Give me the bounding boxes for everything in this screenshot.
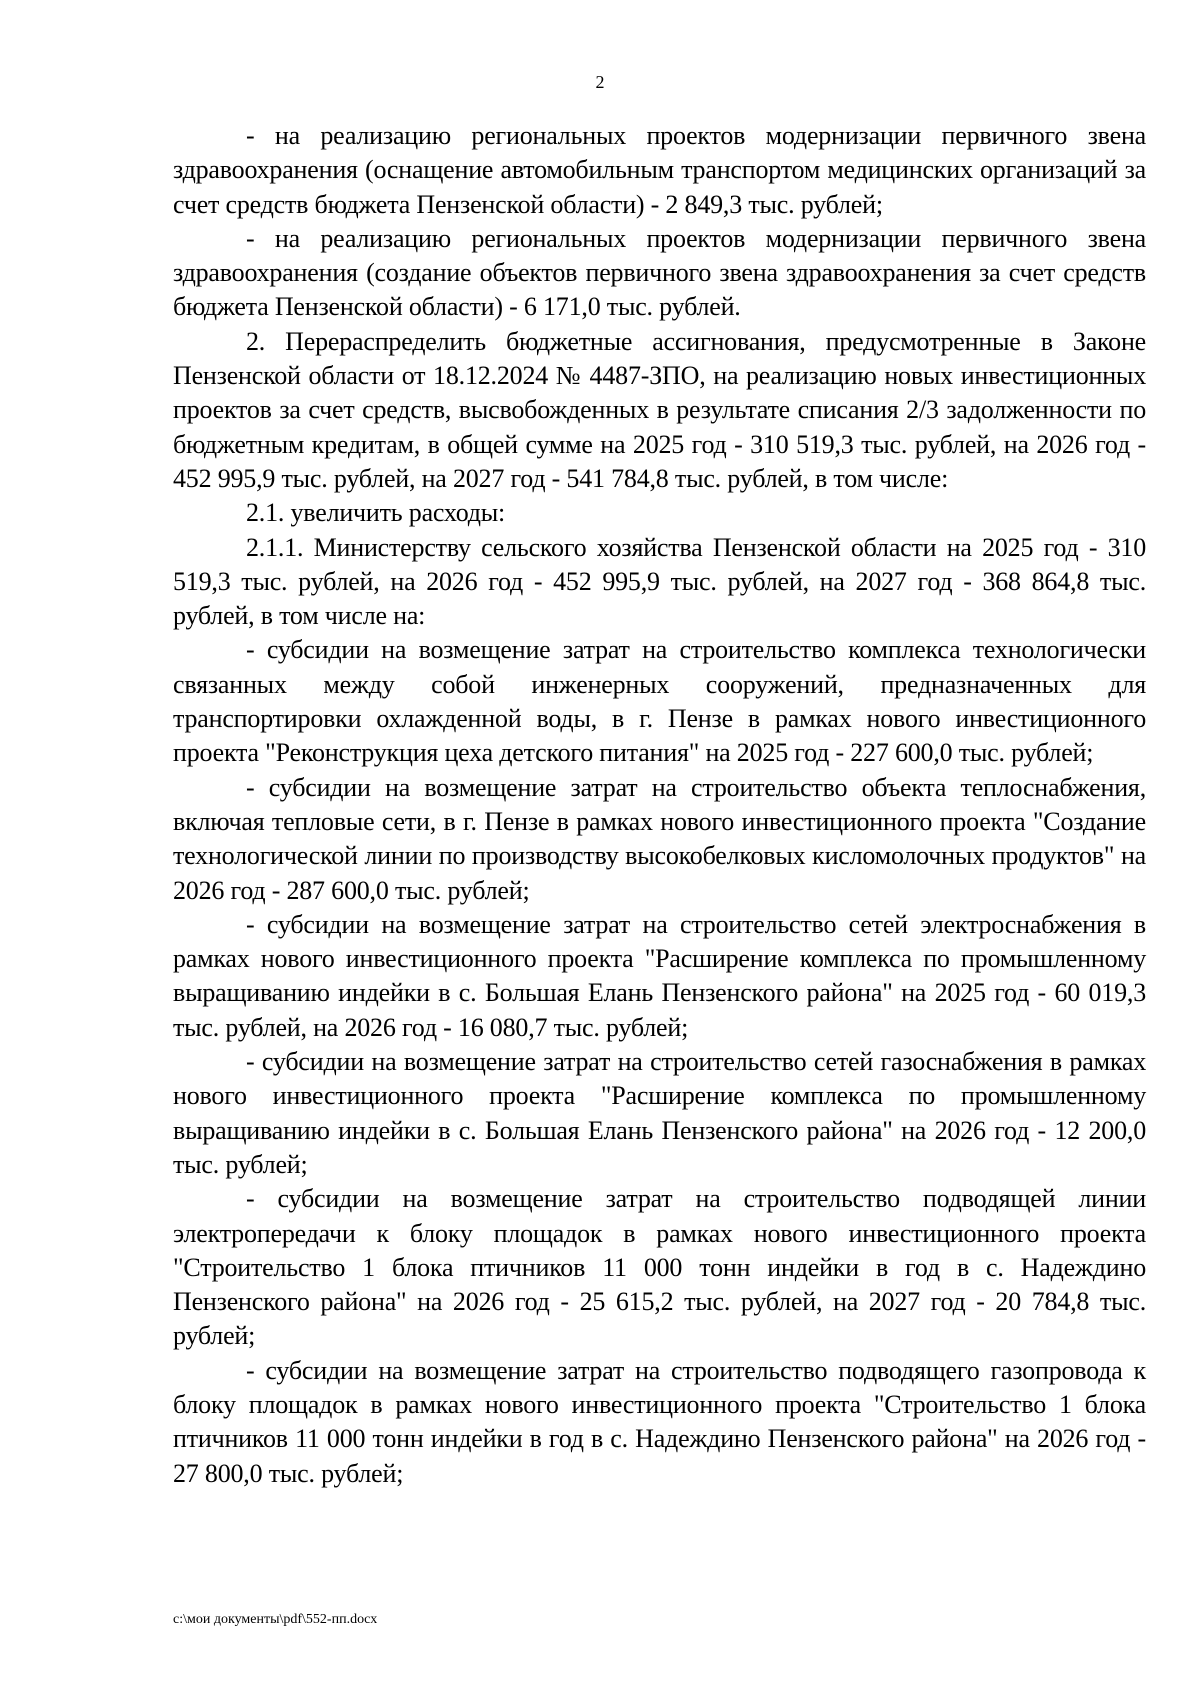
footer-file-path: c:\мои документы\pdf\552-пп.docx <box>173 1612 378 1627</box>
page-number: 2 <box>595 72 605 92</box>
paragraph-1: - на реализацию региональных проектов модернизации первичного звена здравоохранения (оснащение автомобильным транспортом медицинских организаций за счет средств бюджета Пензенской области) - 2 849,3 тыс. рублей; <box>173 121 1146 219</box>
paragraph-6: - субсидии на возмещение затрат на строительство комплекса технологически связанных между собой инженерных сооружений, предназначенных для транспортировки охлажденной воды, в г. Пензе в рамках нового инвестиционного проекта "Реконструкция цеха детского питания" на 2025 год - 227 600,0 тыс. рублей; <box>173 635 1146 768</box>
document-body <box>173 119 1146 1491</box>
paragraph-4: 2.1. увеличить расходы: <box>246 498 506 528</box>
paragraph-9: - субсидии на возмещение затрат на строительство сетей газоснабжения в рамках нового инвестиционного проекта "Расширение комплекса по промышленному выращиванию индейки в с. Большая Елань Пензенского района" на 2026 год - 12 200,0 тыс. рублей; <box>173 1047 1146 1179</box>
paragraph-8: - субсидии на возмещение затрат на строительство сетей электроснабжения в рамках нового инвестиционного проекта "Расширение комплекса по промышленному выращиванию индейки в с. Большая Елань Пензенского района" на 2025 год - 60 019,3 тыс. рублей, на 2026 год - 16 080,7 тыс. рублей; <box>173 909 1146 1042</box>
paragraph-7: - субсидии на возмещение затрат на строительство объекта теплоснабжения, включая тепловые сети, в г. Пензе в рамках нового инвестиционного проекта "Создание технологической линии по производству высокобелковых кисломолочных продуктов" на 2026 год - 287 600,0 тыс. рублей; <box>173 772 1146 905</box>
paragraph-5: 2.1.1. Министерству сельского хозяйства Пензенской области на 2025 год - 310 519,3 тыс. рублей, на 2026 год - 452 995,9 тыс. рублей, на 2027 год - 368 864,8 тыс. рублей, в том числе на: <box>173 532 1146 631</box>
paragraph-2: - на реализацию региональных проектов модернизации первичного звена здравоохранения (создание объектов первичного звена здравоохранения за счет средств бюджета Пензенской области) - 6 171,0 тыс. рублей. <box>173 223 1146 322</box>
paragraph-3: 2. Перераспределить бюджетные ассигнования, предусмотренные в Законе Пензенской области от 18.12.2024 № 4487-ЗПО, на реализацию новых инвестиционных проектов за счет средств, высвобожденных в результате списания 2/3 задолженности по бюджетным кредитам, в общей сумме на 2025 год - 310 519,3 тыс. рублей, на 2026 год - 452 995,9 тыс. рублей, на 2027 год - 541 784,8 тыс. рублей, в том числе: <box>173 326 1146 493</box>
paragraph-11: - субсидии на возмещение затрат на строительство подводящего газопровода к блоку площадок в рамках нового инвестиционного проекта "Строительство 1 блока птичников 11 000 тонн индейки в год в с. Надеждино Пензенского района" на 2026 год - 27 800,0 тыс. рублей; <box>173 1355 1146 1488</box>
paragraph-10: - субсидии на возмещение затрат на строительство подводящей линии электропередачи к блоку площадок в рамках нового инвестиционного проекта "Строительство 1 блока птичников 11 000 тонн индейки в год в с. Надеждино Пензенского района" на 2026 год - 25 615,2 тыс. рублей, на 2027 год - 20 784,8 тыс. рублей; <box>173 1184 1146 1351</box>
